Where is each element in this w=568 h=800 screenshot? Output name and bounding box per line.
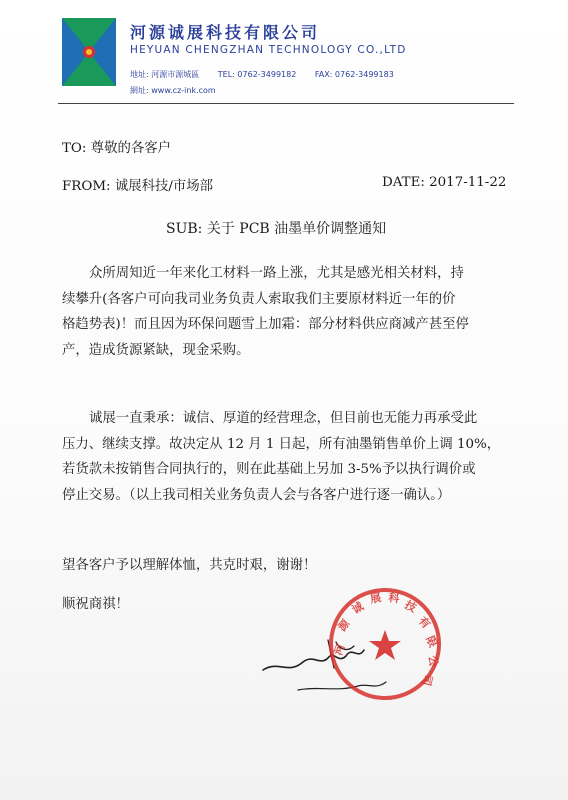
company-seal (327, 586, 443, 702)
paragraph-line: 续攀升(各客户可向我司业务负责人索取我们主要原材料近一年的价 (62, 291, 456, 307)
paragraph-line: 诚展一直秉承：诚信、厚道的经营理念，但目前也无能力再承受此 (89, 411, 478, 426)
paragraph-line: 产，造成货源紧缺，现金采购。 (62, 342, 250, 358)
paragraph-line: 停止交易。（以上我司相关业务负责人会与各客户进行逐一确认。） (62, 487, 451, 503)
svg-text:技: 技 (402, 598, 419, 615)
paragraph-1 (62, 261, 508, 363)
svg-text:科: 科 (387, 591, 401, 606)
contact-line-1 (130, 69, 394, 80)
telephone: TEL: 0762-3499182 (217, 70, 297, 79)
svg-text:展: 展 (368, 590, 383, 606)
letterhead-divider (58, 103, 514, 104)
svg-text:限: 限 (423, 633, 440, 650)
paragraph-line: 若货款未按销售合同执行的，则在此基础上另加 3-5%予以执行调价或 (62, 462, 476, 477)
svg-text:源: 源 (335, 617, 353, 634)
paragraph-2 (62, 406, 508, 508)
address: 地址: 河源市源城區 (130, 70, 200, 79)
fax: FAX: 0762-3499183 (314, 70, 394, 79)
paragraph-line: 压力、继续支撑。故决定从 12 月 1 日起，所有油墨销售单价上调 10%， (62, 436, 501, 452)
company-name-cn: 河源诚展科技有限公司 (130, 23, 321, 42)
website: 網址: www.cz-ink.com (130, 86, 216, 95)
closing-thanks: 望各客户予以理解体恤，共克时艰，谢谢！ (62, 558, 317, 573)
company-name-en: HEYUAN CHENGZHAN TECHNOLOGY CO.,LTD (130, 44, 407, 56)
subject-line: SUB: 关于 PCB 油墨单价调整通知 (166, 221, 387, 237)
sender-line: FROM: 诚展科技/市场部 (62, 179, 214, 194)
svg-text:有: 有 (415, 614, 433, 632)
paragraph-line: 格趋势表)！而且因为环保问题雪上加霜：部分材料供应商减产甚至停 (62, 317, 469, 332)
date-line: DATE: 2017-11-22 (382, 175, 507, 190)
svg-text:司: 司 (419, 673, 435, 688)
paragraph-line: 众所周知近一年来化工材料一路上涨，尤其是感光相关材料，持 (89, 266, 464, 281)
closing-regards: 顺祝商祺！ (62, 597, 129, 612)
svg-text:河: 河 (331, 642, 348, 658)
company-logo (62, 18, 116, 86)
svg-text:诚: 诚 (349, 599, 366, 617)
contact-line-2 (130, 85, 216, 96)
recipient-line: TO: 尊敬的各客户 (62, 141, 172, 156)
svg-text:公: 公 (426, 654, 441, 668)
